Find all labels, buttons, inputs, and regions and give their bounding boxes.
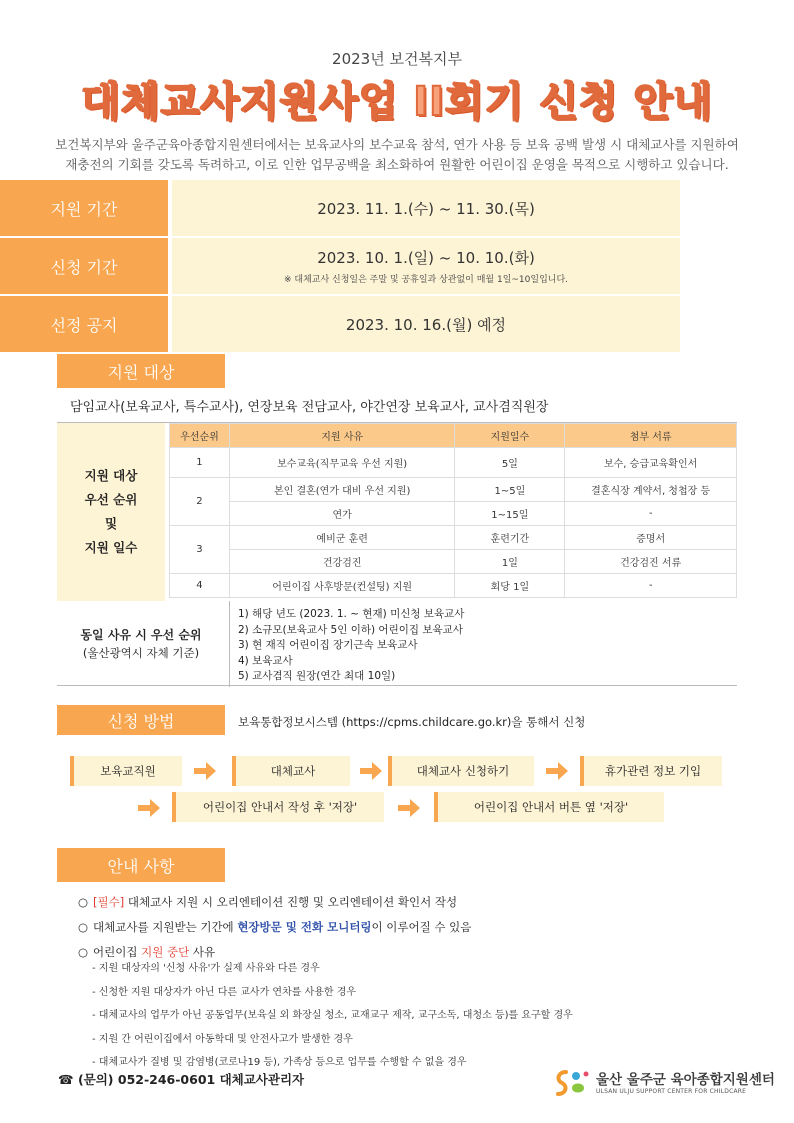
info-value-text: 2023. 11. 1.(수) ~ 11. 30.(목) bbox=[317, 199, 535, 218]
same-reason-label bbox=[57, 601, 225, 687]
arrow-right-icon bbox=[192, 760, 218, 782]
circle-icon: ○ bbox=[78, 945, 89, 959]
reason-cell: 본인 결혼(연가 대비 우선 지원) bbox=[229, 478, 455, 502]
note-required: [필수] bbox=[93, 895, 125, 909]
priority-left-line: 및 bbox=[104, 516, 118, 531]
info-value bbox=[172, 180, 680, 236]
info-value-text: 2023. 10. 1.(일) ~ 10. 10.(화) bbox=[317, 249, 535, 267]
note-text: 이 이루어질 수 있음 bbox=[371, 920, 472, 934]
info-value-text: 2023. 10. 16.(월) 예정 bbox=[345, 315, 507, 334]
intro-line-2: 재충전의 기회를 갖도록 독려하고, 이로 인한 업무공백을 최소화하여 원활한 어린이집 운영을 목적으로 시행하고 있습니다. bbox=[65, 157, 729, 172]
section-notes-label: 안내 사항 bbox=[57, 848, 225, 882]
step-substitute: 대체교사 bbox=[232, 756, 350, 786]
info-label: 선정 공지 bbox=[0, 296, 168, 352]
reason-cell: 보수교육(직무교육 우선 지원) bbox=[229, 448, 455, 478]
step-apply: 대체교사 신청하기 bbox=[388, 756, 534, 786]
step-guide-save: 어린이집 안내서 작성 후 '저장' bbox=[172, 792, 384, 822]
list-item: 3) 현 재직 어린이집 장기근속 보육교사 bbox=[238, 639, 418, 651]
arrow-right-icon bbox=[544, 760, 570, 782]
table-header: 우선순위 bbox=[170, 424, 230, 448]
list-item: - 신청한 지원 대상자가 아닌 다른 교사가 연차를 사용한 경우 bbox=[92, 986, 357, 998]
arrow-right-icon bbox=[358, 760, 384, 782]
days-cell: 훈련기간 bbox=[455, 526, 565, 550]
info-label: 지원 기간 bbox=[0, 180, 168, 236]
days-cell: 1일 bbox=[455, 550, 565, 574]
days-cell: 회당 1일 bbox=[455, 574, 565, 598]
list-item: - 대체교사가 질병 및 감염병(코로나19 등), 가족상 등으로 업무를 수행할 수 없을 경우 bbox=[92, 1057, 467, 1068]
info-label: 신청 기간 bbox=[0, 238, 168, 294]
rank-cell: 3 bbox=[170, 526, 230, 574]
note-text: 대체교사를 지원받는 기간에 bbox=[93, 920, 238, 934]
rank-cell: 1 bbox=[170, 448, 230, 478]
target-line: 담임교사(보육교사, 특수교사), 연장보육 전담교사, 야간연장 보육교사, 교사겸직원장 bbox=[70, 400, 549, 415]
priority-section bbox=[57, 422, 737, 686]
contact-text: (문의) 052-246-0601 대체교사관리자 bbox=[77, 1072, 305, 1087]
note-text: 어린이집 bbox=[93, 945, 142, 959]
same-reason-title: 동일 사유 시 우선 순위 bbox=[80, 628, 202, 642]
priority-table bbox=[169, 423, 737, 598]
note-item bbox=[78, 890, 471, 915]
days-cell: 1~15일 bbox=[455, 502, 565, 526]
center-logo bbox=[552, 1064, 775, 1104]
same-reason-sub: (울산광역시 자체 기준) bbox=[82, 646, 200, 660]
docs-cell: 증명서 bbox=[565, 526, 737, 550]
reason-cell: 예비군 훈련 bbox=[229, 526, 455, 550]
method-text: 보육통합정보시스템 (https://cpms.childcare.go.kr)을 통해서 신청 bbox=[238, 715, 586, 729]
intro-text bbox=[40, 135, 754, 175]
list-item: - 지원 간 어린이집에서 아동학대 및 안전사고가 발생한 경우 bbox=[92, 1033, 353, 1045]
list-item: - 대체교사의 업무가 아닌 공동업무(보육실 외 화장실 청소, 교재교구 제작, 교구소독, 대청소 등)를 요구할 경우 bbox=[92, 1010, 573, 1021]
table-row bbox=[170, 502, 737, 526]
table-row bbox=[170, 478, 737, 502]
docs-cell: 보수, 승급교육확인서 bbox=[565, 448, 737, 478]
note-item bbox=[78, 915, 471, 940]
info-value bbox=[172, 296, 680, 352]
docs-cell: - bbox=[565, 574, 737, 598]
list-item: 2) 소규모(보육교사 5인 이하) 어린이집 보육교사 bbox=[238, 623, 463, 636]
days-cell: 1~5일 bbox=[455, 478, 565, 502]
rank-cell: 4 bbox=[170, 574, 230, 598]
contact-info bbox=[58, 1070, 304, 1088]
info-value bbox=[172, 238, 680, 294]
info-row-notice bbox=[0, 296, 680, 352]
priority-left-line: 우선 순위 bbox=[84, 492, 138, 507]
suspension-reasons bbox=[92, 957, 573, 1075]
step-leave-info: 휴가관련 정보 기입 bbox=[580, 756, 722, 786]
circle-icon: ○ bbox=[78, 895, 89, 909]
reason-cell: 연가 bbox=[229, 502, 455, 526]
table-header: 지원일수 bbox=[455, 424, 565, 448]
circle-icon: ○ bbox=[78, 920, 89, 934]
list-item: 4) 보육교사 bbox=[238, 654, 293, 667]
priority-left-line: 지원 일수 bbox=[84, 540, 138, 555]
step-guide-button-save: 어린이집 안내서 버튼 옆 '저장' bbox=[434, 792, 664, 822]
logo-english: ULSAN ULJU SUPPORT CENTER FOR CHILDCARE bbox=[596, 1088, 747, 1095]
section-method-label: 신청 방법 bbox=[57, 705, 225, 735]
note-highlight: 지원 중단 bbox=[141, 945, 190, 959]
same-reason-list bbox=[229, 601, 737, 687]
year-line: 2023년 보건복지부 bbox=[332, 50, 462, 68]
list-item: - 지원 대상자의 '신청 사유'가 실제 사유와 다른 경우 bbox=[92, 963, 320, 974]
days-cell: 5일 bbox=[455, 448, 565, 478]
list-item: 1) 해당 년도 (2023. 1. ~ 현재) 미신청 보육교사 bbox=[238, 608, 465, 620]
docs-cell: 건강검진 서류 bbox=[565, 550, 737, 574]
docs-cell: - bbox=[565, 502, 737, 526]
info-row-apply bbox=[0, 238, 680, 294]
rank-cell: 2 bbox=[170, 478, 230, 526]
notes-list bbox=[78, 890, 471, 965]
reason-cell: 어린이집 사후방문(컨설팅) 지원 bbox=[229, 574, 455, 598]
table-header: 지원 사유 bbox=[229, 424, 455, 448]
info-note: ※ 대체교사 신청일은 주말 및 공휴일과 상관없이 매월 1일~10일입니다. bbox=[283, 275, 569, 285]
list-item: 5) 교사겸직 원장(연간 최대 10일) bbox=[238, 670, 396, 682]
table-row bbox=[170, 526, 737, 550]
note-highlight: 현장방문 및 전화 모니터링 bbox=[237, 920, 372, 934]
phone-icon: ☎ bbox=[58, 1072, 74, 1087]
arrow-right-icon bbox=[136, 797, 162, 819]
section-target-label: 지원 대상 bbox=[57, 354, 225, 388]
table-row bbox=[170, 448, 737, 478]
note-text: 사유 bbox=[189, 945, 216, 959]
step-staff: 보육교직원 bbox=[70, 756, 182, 786]
intro-line-1: 보건복지부와 울주군육아종합지원센터에서는 보육교사의 보수교육 참석, 연가 사용 등 보육 공백 발생 시 대체교사를 지원하여 bbox=[55, 137, 739, 152]
logo-mark-icon bbox=[552, 1066, 592, 1100]
priority-left-label bbox=[57, 423, 165, 601]
logo-korean: 울산 울주군 육아종합지원센터 bbox=[596, 1072, 775, 1088]
note-text: 대체교사 지원 시 오리엔테이션 진행 및 오리엔테이션 확인서 작성 bbox=[124, 895, 458, 909]
table-header: 첨부 서류 bbox=[565, 424, 737, 448]
priority-left-line: 지원 대상 bbox=[84, 468, 138, 483]
info-row-period bbox=[0, 180, 680, 236]
reason-cell: 건강검진 bbox=[229, 550, 455, 574]
table-row bbox=[170, 574, 737, 598]
page-title: 대체교사지원사업 II회기 신청 안내 bbox=[81, 79, 713, 125]
docs-cell: 결혼식장 계약서, 청첩장 등 bbox=[565, 478, 737, 502]
arrow-right-icon bbox=[396, 797, 422, 819]
table-header-row bbox=[170, 424, 737, 448]
table-row bbox=[170, 550, 737, 574]
